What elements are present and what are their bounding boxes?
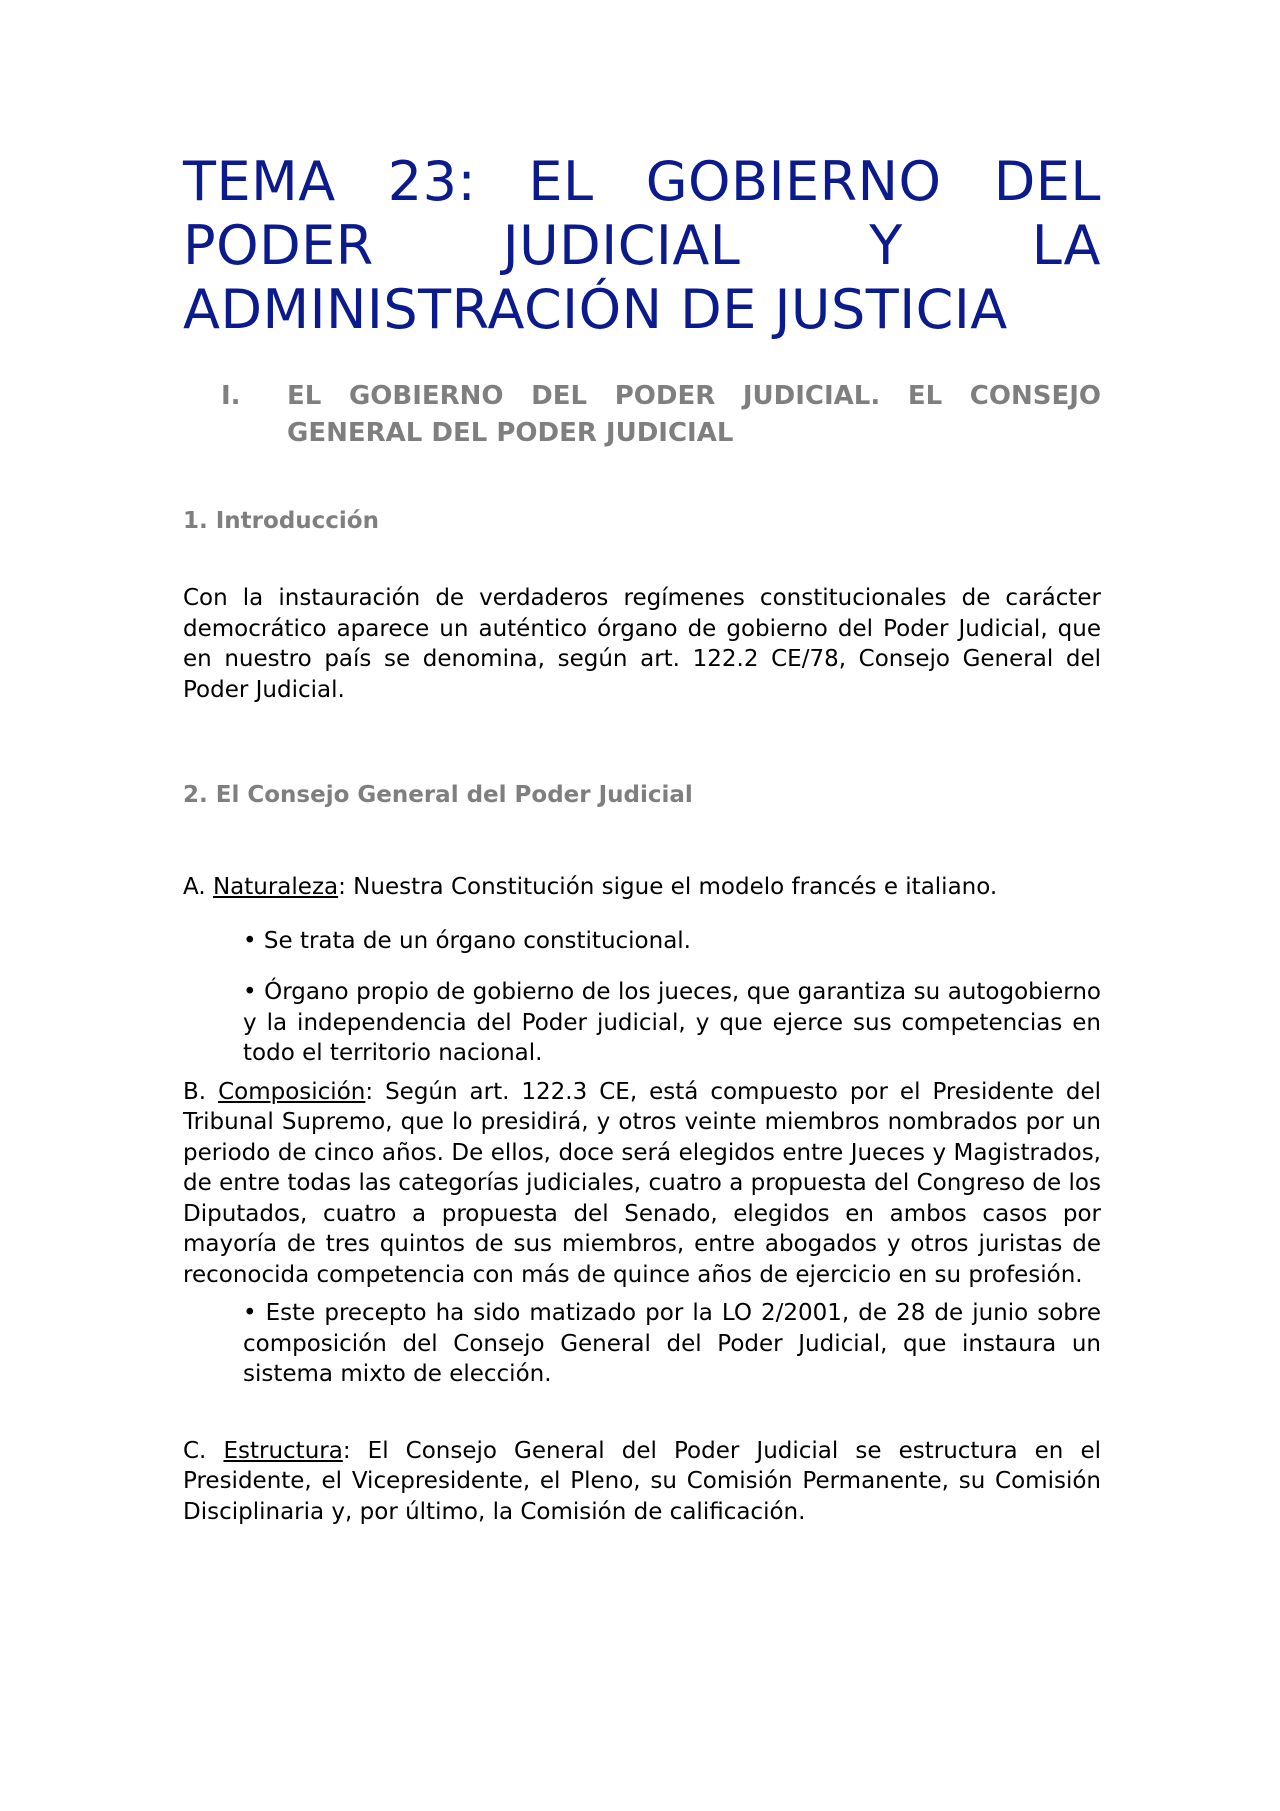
intro-paragraph: Con la instauración de verdaderos regímenes constitucionales de carácter democrático aparece un auténtico órgano de gobierno del Poder Judicial, que en nuestro país se denomina, según art. 122.2 CE/78, Consejo General del Poder Judicial.	[183, 585, 1101, 703]
composicion-prefix: B.	[183, 1078, 219, 1105]
naturaleza-text: : Nuestra Constitución sigue el modelo francés e italiano.	[338, 874, 998, 900]
intro-heading: 1. Introducción	[183, 508, 379, 534]
naturaleza-bullet: • Órgano propio de gobierno de los jueces, que garantiza su autogobierno y la independencia del Poder judicial, y que ejerce sus competencias en todo el territorio nacional.	[243, 979, 1101, 1066]
section-heading	[183, 378, 1101, 452]
composicion-label: Composición	[218, 1078, 366, 1105]
naturaleza-prefix: A.	[183, 874, 213, 900]
estructura-prefix: C.	[183, 1437, 224, 1464]
document-title: TEMA 23: EL GOBIERNO DEL PODER JUDICIAL Y LA ADMINISTRACIÓN DE JUSTICIA	[183, 150, 1101, 341]
composicion-text: : Según art. 122.3 CE, está compuesto por el Presidente del Tribunal Supremo, que lo presidirá, y otros veinte miembros nombrados por un periodo de cinco años. De ellos, doce será elegidos entre Jueces y Magistrados, de entre todas las categorías judiciales, cuatro a propuesta del Congreso de los Diputados, cuatro a propuesta del Senado, elegidos en ambos casos por mayoría de tres quintos de sus miembros, entre abogados y otros juristas de reconocida competencia con más de quince años de ejercicio en su profesión.	[183, 1078, 1101, 1288]
composicion-bullet: • Este precepto ha sido matizado por la LO 2/2001, de 28 de junio sobre composición del Consejo General del Poder Judicial, que instaura un sistema mixto de elección.	[243, 1300, 1101, 1387]
section-number: I.	[221, 381, 241, 411]
composicion-paragraph	[183, 1077, 1101, 1291]
estructura-label: Estructura	[223, 1437, 343, 1464]
cgpj-heading: 2. El Consejo General del Poder Judicial	[183, 782, 693, 808]
estructura-paragraph	[183, 1436, 1101, 1528]
document-page	[183, 150, 1101, 1527]
naturaleza-paragraph	[183, 872, 1101, 903]
naturaleza-bullet: • Se trata de un órgano constitucional.	[243, 927, 691, 954]
naturaleza-label: Naturaleza	[212, 874, 339, 900]
section-title: EL GOBIERNO DEL PODER JUDICIAL. EL CONSEJO GENERAL DEL PODER JUDICIAL	[287, 381, 1101, 448]
estructura-text: : El Consejo General del Poder Judicial se estructura en el Presidente, el Vicepresidente, el Pleno, su Comisión Permanente, su Comisión Disciplinaria y, por último, la Comisión de calificación.	[183, 1437, 1101, 1525]
